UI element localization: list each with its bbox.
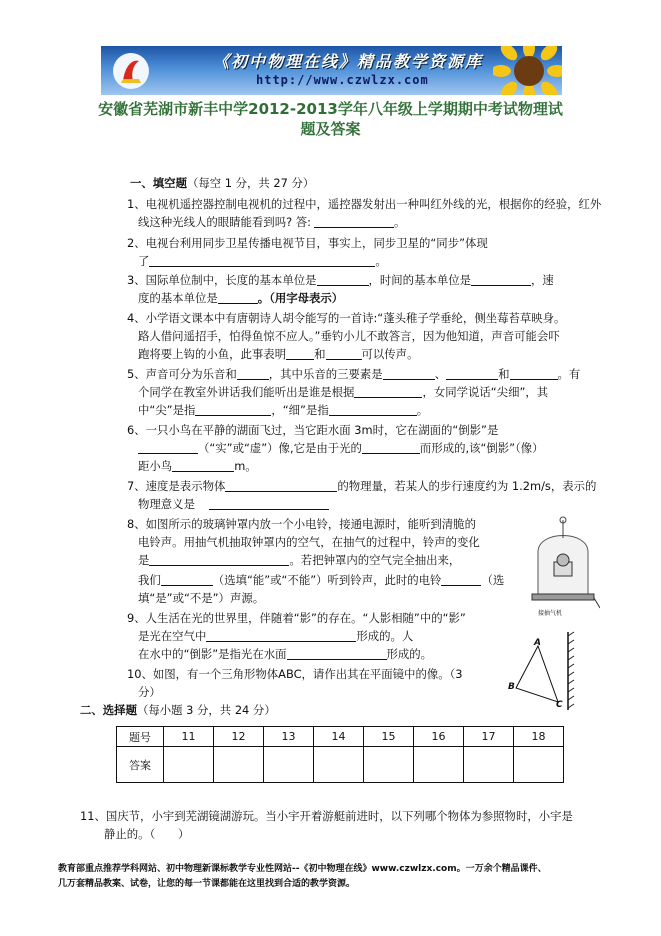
label-b: B xyxy=(508,682,515,692)
answer-cell xyxy=(264,747,314,783)
answer-blank xyxy=(446,367,498,380)
section2-header xyxy=(80,702,276,718)
answer-blank xyxy=(206,629,356,642)
label-a: A xyxy=(534,638,541,648)
question-8-line1: 8、如图所示的玻璃钟罩内放一个小电铃，接通电源时，能听到清脆的 xyxy=(127,517,476,531)
answer-table xyxy=(116,726,564,783)
question-10-line1: 10、如图，有一个三角形物体ABC，请作出其在平面镜中的像。（3 xyxy=(127,667,463,681)
question-6-line2: （“实”或“虚”）像,它是由于光的 而形成的,该“倒影”（像） xyxy=(138,440,544,456)
question-number: 14 xyxy=(314,727,364,747)
answer-blank xyxy=(195,403,271,416)
question-6-line1: 6、一只小鸟在平静的湖面飞过，当它距水面 3m时，它在湖面的“倒影”是 xyxy=(127,423,499,437)
answer-blank xyxy=(383,367,435,380)
banner-url: http://www.czwlzx.com xyxy=(256,73,429,87)
question-3-line1: 3、国际单位制中，长度的基本单位是 ，时间的基本单位是 ，速 xyxy=(127,273,554,287)
answer-blank xyxy=(326,347,362,360)
question-5-line2: 个同学在教室外讲话我们能听出是谁是根据 ，女同学说话“尖细”，其 xyxy=(138,385,549,399)
question-9-line3: 在水中的“倒影”是指光在水面 形成的。 xyxy=(138,647,433,661)
question-6-line3: 距小鸟 m。 xyxy=(138,459,257,473)
bell-jar-figure xyxy=(528,514,600,620)
answer-cell xyxy=(214,747,264,783)
question-1-text: 线这种光线人的眼睛能看到吗? 答: xyxy=(138,215,311,229)
question-9-line1: 9、人生活在光的世界里，伴随着“影”的存在。“人影相随”中的“影” xyxy=(127,611,466,625)
answer-cell xyxy=(464,747,514,783)
answer-cell xyxy=(164,747,214,783)
section1-header xyxy=(130,175,314,191)
answer-blank xyxy=(161,573,213,586)
banner-title: 《初中物理在线》精品教学资源库 xyxy=(213,52,484,71)
answer-blank xyxy=(138,441,198,454)
label-c: C xyxy=(556,700,563,710)
answer-blank xyxy=(149,553,289,566)
question-1-line1: 1、电视机遥控器控制电视机的过程中，遥控器发射出一种叫红外线的光，根据你的经验，红外 xyxy=(127,197,602,211)
answer-blank xyxy=(225,479,337,492)
question-8-line4: 我们 （选填“能”或“不能”）听到铃声，此时的电铃 （选 xyxy=(138,573,505,587)
question-8-line2: 电铃声。用抽气机抽取钟罩内的空气，在抽气的过程中，铃声的变化 xyxy=(138,535,480,549)
question-9-line2: 是光在空气中 形成的。人 xyxy=(138,629,414,643)
question-number: 17 xyxy=(464,727,514,747)
question-4-line3: 跑将要上钩的小鱼，此事表明 和 可以传声。 xyxy=(138,347,419,361)
table-row xyxy=(117,747,564,783)
answer-blank xyxy=(314,215,394,228)
question-7-line1: 7、速度是表示物体 的物理量，若某人的步行速度约为 1.2m/s，表示的 xyxy=(127,479,597,493)
table-row xyxy=(117,727,564,747)
answer-blank xyxy=(149,254,375,267)
document-title-line2: 题及答案 xyxy=(300,120,361,138)
question-3-line2: 度的基本单位是 。（用字母表示） xyxy=(138,291,344,305)
header-banner xyxy=(101,46,562,95)
answer-blank xyxy=(218,291,258,304)
answer-cell xyxy=(314,747,364,783)
answer-cell xyxy=(514,747,564,783)
question-8-line3: 是 。若把钟罩内的空气完全抽出来， xyxy=(138,553,461,567)
answer-cell xyxy=(414,747,464,783)
section2-note: （每小题 3 分，共 24 分） xyxy=(136,703,276,717)
answer-blank xyxy=(209,497,329,510)
question-2-line1: 2、电视台利用同步卫星传播电视节目，事实上，同步卫星的“同步”体现 xyxy=(127,236,488,250)
question-7-line2: 物理意义是 xyxy=(138,496,329,512)
section2-heading: 二、选择题 xyxy=(80,703,137,717)
answer-blank xyxy=(172,459,234,472)
question-number: 13 xyxy=(264,727,314,747)
answer-blank xyxy=(362,441,420,454)
question-number: 12 xyxy=(214,727,264,747)
triangle-mirror-figure xyxy=(502,630,582,712)
answer-blank xyxy=(237,367,269,380)
footer-line1: 教育部重点推荐学科网站、初中物理新课标教学专业性网站--《初中物理在线》www.czwlzx.com。一万余个精品课件、 xyxy=(58,864,547,874)
table-answer-label: 答案 xyxy=(117,747,164,783)
answer-blank xyxy=(329,403,417,416)
section1-heading: 一、填空题 xyxy=(130,176,187,190)
question-11-line1: 11、国庆节，小宇到芜湖镜湖游玩。当小宇开着游艇前进时，以下列哪个物体为参照物时，小宇是 xyxy=(80,809,573,823)
bell-caption: 接抽气机 xyxy=(538,610,563,617)
answer-blank xyxy=(354,385,422,398)
answer-blank xyxy=(441,573,481,586)
answer-blank xyxy=(317,273,369,286)
question-10-line2: 分） xyxy=(138,685,161,699)
answer-blank xyxy=(510,367,558,380)
answer-cell xyxy=(364,747,414,783)
question-1-line2: 线这种光线人的眼睛能看到吗? 答: 。 xyxy=(138,215,406,229)
question-number: 16 xyxy=(414,727,464,747)
answer-blank xyxy=(286,347,314,360)
question-4-line2: 路人借问遥招手，怕得鱼惊不应人。”垂钓小儿不敢答言，因为他知道，声音可能会吓 xyxy=(138,329,560,343)
question-8-line5: 填“是”或“不是”）声源。 xyxy=(138,591,265,605)
question-11-line2: 静止的。（ ） xyxy=(104,827,190,841)
question-2-text: 了 xyxy=(138,254,150,268)
question-number: 15 xyxy=(364,727,414,747)
answer-blank xyxy=(287,647,387,660)
question-number: 11 xyxy=(164,727,214,747)
section1-note: （每空 1 分，共 27 分） xyxy=(186,176,315,190)
site-logo xyxy=(111,51,151,91)
question-2-line2: 了 。 xyxy=(138,254,387,268)
answer-blank xyxy=(471,273,531,286)
document-title-line1: 安徽省芜湖市新丰中学2012-2013学年八年级上学期期中考试物理试 xyxy=(98,100,563,118)
question-4-line1: 4、小学语文课本中有唐朝诗人胡令能写的一首诗:“蓬头稚子学垂纶，侧坐莓苔草映身。 xyxy=(127,311,566,325)
question-5-line3: 中“尖”是指 ，“细”是指 。 xyxy=(138,403,429,417)
question-5-line1: 5、声音可分为乐音和 ，其中乐音的三要素是 、 和 。有 xyxy=(127,367,581,381)
table-header-label: 题号 xyxy=(117,727,164,747)
question-number: 18 xyxy=(514,727,564,747)
sunflower-icon xyxy=(493,46,562,95)
footer-line2: 几万套精品教案、试卷，让您的每一节课都能在这里找到合适的教学资源。 xyxy=(58,879,356,889)
